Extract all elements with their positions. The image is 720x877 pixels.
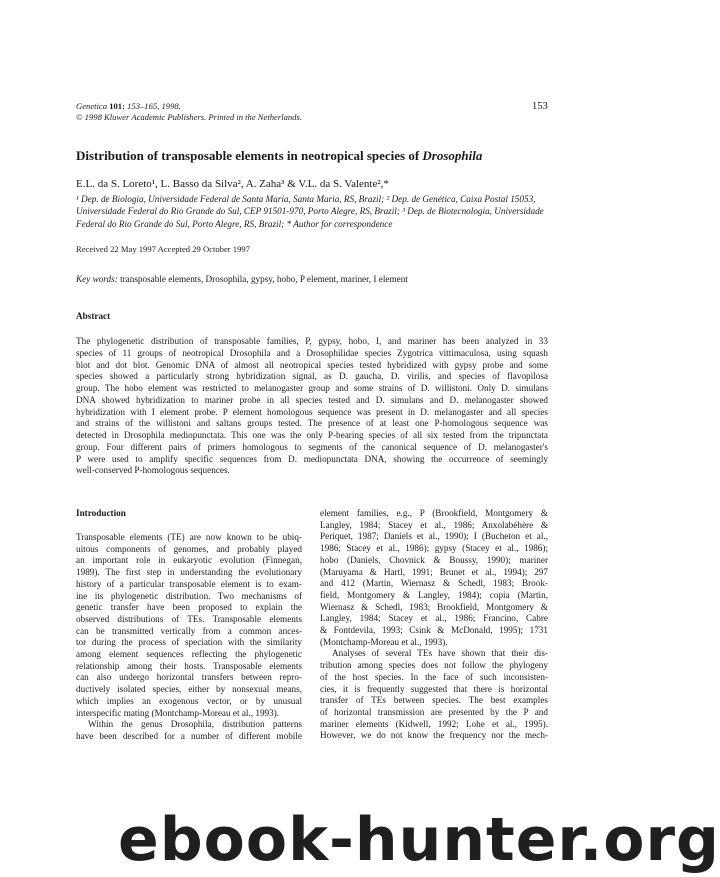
journal-name: Genetica: [76, 101, 108, 111]
article-title: [76, 148, 546, 164]
body-line: 1986; Stacey et al., 1986); gypsy (Stacey et al., 1986);: [320, 543, 548, 554]
journal-volume: 101:: [109, 101, 125, 111]
body-line: However, we do not know the frequency nor the mech-: [320, 730, 548, 741]
body-line: among element sequences reflecting the phylogenetic: [76, 649, 302, 660]
journal-line-1: [76, 101, 302, 112]
right-column: [320, 508, 548, 742]
body-line: field, Montgomery & Langley, 1984); copia (Martin,: [320, 589, 548, 600]
introduction-heading: Introduction: [76, 508, 126, 518]
keywords-label: Key words:: [76, 274, 118, 284]
body-line: relationship among their hosts. Transposable elements: [76, 660, 302, 671]
left-column: [76, 532, 302, 743]
title-text: Distribution of transposable elements in neotropical species of: [76, 148, 423, 163]
body-line: ine its phylogenetic distribution. Two mechanisms of: [76, 590, 302, 601]
body-line: & Fontdevila, 1993; Csink & McDonald, 1995); 1731: [320, 625, 548, 636]
affiliations: ¹ Dep. de Biologia, Universidade Federal de Santa Maria, Santa Maria, RS, Brazil; ² Dep. de Genética, Caixa Postal 15053, Universidade Federal do Rio Grande do Sul, CEP 91501-970, Porto Alegre, RS, Brazil; ³ Dep. de Biotecnologia, Universidade Federal do Rio Grande do Sul, Porto Alegre, RS, Brazil; * Author for correspondence: [76, 194, 544, 229]
body-line: interspecific mating (Montchamp-Moreau et al., 1993).: [76, 707, 280, 718]
keywords-text: transposable elements, Drosophila, gypsy, hobo, P element, mariner, I element: [117, 274, 408, 284]
body-line: history of a particular transposable element is to exam-: [76, 578, 302, 589]
body-line: have been described for a number of different mobile: [76, 730, 302, 741]
body-line: Periquet, 1987; Daniels et al., 1990); I (Bucheton et al.,: [320, 531, 548, 542]
body-line: Transposable elements (TE) are now known to be ubiq-: [76, 532, 302, 542]
body-line: and 412 (Martin, Wiernasz & Schedl, 1983; Brook-: [320, 578, 548, 589]
body-line: tribution among species does not follow the phylogeny: [320, 660, 548, 671]
body-line: (Montchamp-Moreau et al., 1993).: [320, 636, 448, 647]
body-line: Wiernasz & Schedl, 1983; Brookfield, Montgomery &: [320, 601, 548, 612]
abstract-line: species of 11 groups of neotropical Drosophila and a Drosophilidae species Zygotrica vittimaculosa, using squash: [76, 347, 548, 358]
abstract-line: P were used to amplify specific sequences from D. mediopunctata DNA, showing the occurrence of seemingly: [76, 453, 548, 464]
abstract-line: DNA showed hybridization to mariner probe in all species tested and D. simulans and D. melanogaster showed: [76, 394, 548, 405]
abstract-line: hybridization with I element probe. P element homologous sequence was present in D. melanogaster and all species: [76, 406, 548, 417]
body-line: observed distributions of TEs. Transposable elements: [76, 613, 302, 624]
abstract-line: blot and dot blot. Genomic DNA of almost all neotropical species tested hybridized with gypsy probe and some: [76, 359, 548, 370]
body-line: hobo (Daniels, Chovnick & Boussy, 1990); mariner: [320, 554, 548, 565]
title-genus: Drosophila: [422, 148, 483, 163]
body-line: can also undergo horizontal transfers between repro-: [76, 672, 302, 683]
journal-copyright: © 1998 Kluwer Academic Publishers. Printed in the Netherlands.: [76, 112, 302, 122]
journal-citation: [76, 101, 302, 123]
page-number: 153: [532, 101, 548, 112]
body-line: Langley, 1984; Stacey et al., 1986; Anxolabéhère &: [320, 519, 548, 530]
body-line: an important role in eukaryotic evolution (Finnegan,: [76, 555, 302, 566]
abstract-line: and strains of the willistoni and saltans groups tested. The presence of at least one P-homologous sequence was: [76, 418, 548, 429]
body-line: cies, it is frequently suggested that there is horizontal: [320, 683, 548, 694]
body-line: Within the genus Drosophila, distribution patterns: [88, 719, 302, 730]
body-line: of the host species. In the face of such inconsisten-: [320, 671, 548, 682]
watermark-banner: [0, 795, 720, 877]
received-dates: Received 22 May 1997 Accepted 29 October 1997: [76, 244, 250, 254]
body-line: ductively isolated species, either by nonsexual means,: [76, 684, 302, 695]
body-line: (Maruyama & Hartl, 1991; Brunet et al., 1994); 297: [320, 566, 548, 577]
abstract-line: detected in Drosophila mediopunctata. This one was the only P-bearing species of all six tested from the tripunctata: [76, 430, 548, 440]
body-line: which implies an exogenous vector, or by unusual: [76, 695, 302, 706]
journal-pages: 153–165, 1998.: [127, 101, 181, 111]
body-line: transfer of TEs between species. The best examples: [320, 695, 548, 706]
abstract-line: The phylogenetic distribution of transposable families, P, gypsy, hobo, I, and mariner has been analyzed in 33: [76, 336, 548, 346]
body-line: 1989). The first step in understanding the evolutionary: [76, 567, 302, 578]
abstract-line: group. The hobo element was restricted to melanogaster group and some strains of D. willistoni. Only D. simulans: [76, 383, 548, 393]
abstract-line: well-conserved P-homologous sequences.: [76, 465, 230, 476]
body-line: uitous components of genomes, and probably played: [76, 543, 302, 554]
abstract-body: [76, 336, 548, 477]
body-line: of horizontal transmission are presented by the P and: [320, 706, 548, 717]
body-line: mariner elements (Kidwell, 1992; Lohe et al., 1995).: [320, 718, 548, 729]
author-list: E.L. da S. Loreto¹, L. Basso da Silva², A. Zaha³ & V.L. da S. Valente²,*: [76, 178, 389, 190]
body-line: Analyses of several TEs have shown that their dis-: [332, 648, 548, 659]
body-line: element families, e.g., P (Brookfield, Montgomery &: [320, 508, 548, 518]
body-line: Langley, 1984; Stacey et al., 1986; Francino, Cabre: [320, 613, 548, 624]
body-line: genetic transfer have been proposed to explain the: [76, 602, 302, 613]
body-line: can be transmitted vertically from a common ances-: [76, 625, 302, 636]
body-line: tor during the process of speciation with the similarity: [76, 637, 302, 648]
abstract-heading: Abstract: [76, 311, 111, 321]
keywords: [76, 274, 408, 284]
watermark-text: ebook-hunter.org: [118, 805, 720, 875]
abstract-line: group. Four different pairs of primers homologous to segments of the canonical sequence of D. melanogaster's: [76, 441, 548, 452]
abstract-line: species showed a particularly strong hybridization signal, as D. gaucha, D. virilis, and species of flavopilosa: [76, 371, 548, 382]
